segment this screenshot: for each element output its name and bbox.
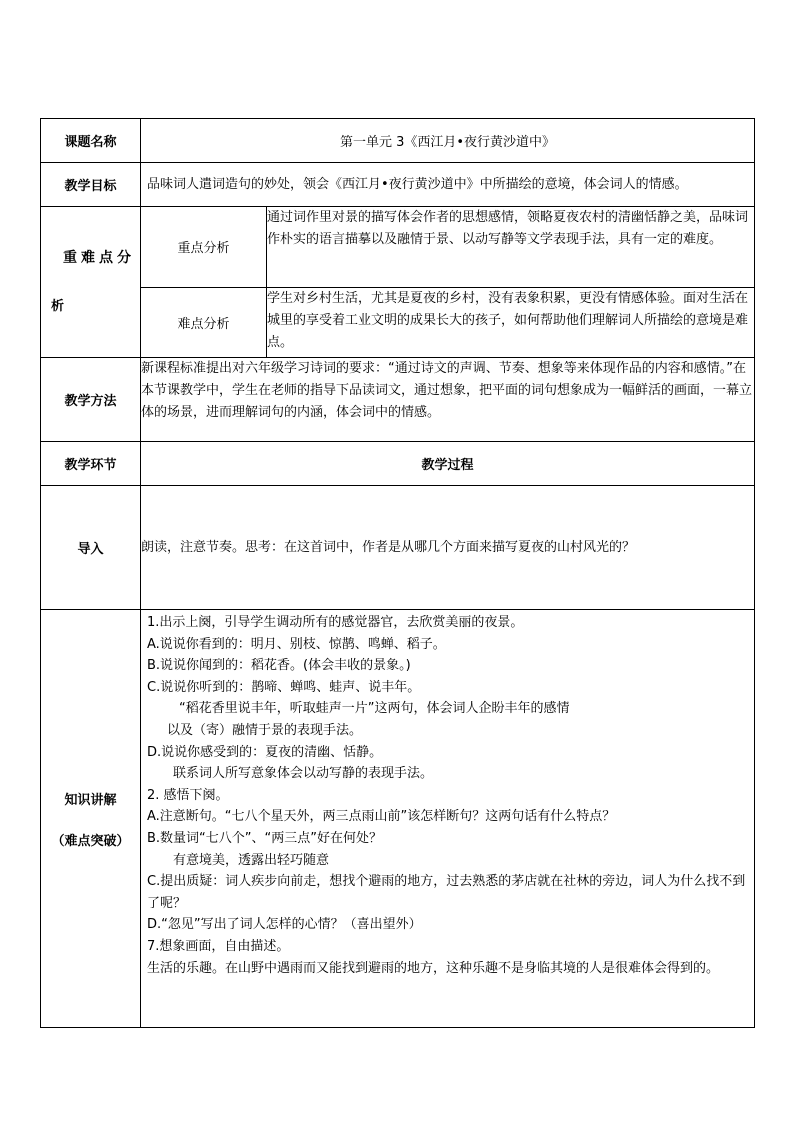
knowledge-line: B.数量词“七八个”、“两三点”好在何处？	[147, 830, 382, 846]
knowledge-line: C.说说你听到的：鹊啼、蝉鸣、蛙声、说丰年。	[147, 679, 421, 695]
knowledge-line: B.说说你闻到的：稻花香。(体会丰收的景象。)	[147, 658, 411, 674]
key-point-row	[41, 207, 755, 288]
hard-text: 学生对乡村生活，尤其是夏夜的乡村，没有表象积累，更没有情感体验。面对生活在城里的享受着工业文明的成果长大的孩子，如何帮助他们理解词人所描绘的意境是难点。	[267, 287, 755, 357]
knowledge-line: D.“忽见”写出了词人怎样的心情？（喜出望外）	[147, 917, 422, 933]
knowledge-line: 有意境美，透露出轻巧随意	[173, 852, 330, 868]
knowledge-line: A.注意断句。“七八个星天外，两三点雨山前”该怎样断句？这两句话有什么特点？	[147, 809, 616, 825]
intro-text: 朗读，注意节奏。思考：在这首词中，作者是从哪几个方面来描写夏夜的山村风光的？	[141, 486, 755, 610]
difficulty-label-cell	[41, 207, 141, 358]
goal-label: 教学目标	[41, 163, 141, 207]
method-row	[41, 358, 755, 442]
difficulty-label-line2: 析	[51, 299, 65, 314]
knowledge-line: C.提出质疑：词人疾步向前走，想找个避雨的地方，过去熟悉的茅店就在社林的旁边，词人为什么找不到了呢？	[147, 874, 746, 911]
process-label: 教学过程	[141, 442, 755, 486]
goal-text: 品味词人遣词造句的妙处，领会《西江月•夜行黄沙道中》中所描绘的意境，体会词人的情感。	[141, 163, 755, 207]
stage-label: 教学环节	[41, 442, 141, 486]
knowledge-content	[141, 610, 755, 1028]
knowledge-line: 联系词人所写意象体会以动写静的表现手法。	[173, 766, 434, 782]
knowledge-line: 1.出示上阕，引导学生调动所有的感觉器官，去欣赏美丽的夜景。	[147, 615, 524, 630]
knowledge-line: 2. 感悟下阕。	[147, 787, 229, 803]
title-row	[41, 119, 755, 163]
hard-point-row	[41, 287, 755, 357]
knowledge-line: 7.想象画面，自由描述。	[147, 938, 290, 954]
knowledge-label-cell	[41, 610, 141, 1028]
title-label: 课题名称	[41, 119, 141, 163]
title-value: 第一单元 3《西江月•夜行黄沙道中》	[141, 119, 755, 163]
intro-label: 导入	[41, 486, 141, 610]
knowledge-label-line1: 知识讲解	[64, 792, 117, 808]
knowledge-line: 生活的乐趣。在山野中遇雨而又能找到避雨的地方，这种乐趣不是身临其境的人是很难体会得到的。	[147, 960, 720, 976]
goal-row	[41, 163, 755, 207]
knowledge-row	[41, 610, 755, 1028]
key-label: 重点分析	[141, 207, 267, 288]
hard-label: 难点分析	[141, 287, 267, 357]
process-header-row	[41, 442, 755, 486]
method-label: 教学方法	[41, 358, 141, 442]
knowledge-line: A.说说你看到的：明月、别枝、惊鹊、鸣蝉、稻子。	[147, 636, 446, 652]
key-text: 通过词作里对景的描写体会作者的思想感情，领略夏夜农村的清幽恬静之美，品味词作朴实的语言描摹以及融情于景、以动写静等文学表现手法，具有一定的难度。	[267, 207, 755, 288]
knowledge-label-line2: （难点突破）	[51, 833, 130, 849]
method-text: 新课程标准提出对六年级学习诗词的要求：“通过诗文的声调、节奏、想象等来体现作品的内容和感情。”在本节课教学中，学生在老师的指导下品读词文，通过想象，把平面的词句想象成为一幅鲜活的画面，一幕立体的场景，进而理解词句的内涵，体会词中的情感。	[141, 358, 755, 442]
difficulty-label-line1: 重难点分	[63, 250, 135, 266]
knowledge-line: D.说说你感受到的：夏夜的清幽、恬静。	[147, 744, 383, 760]
intro-row	[41, 486, 755, 610]
knowledge-line: “稻花香里说丰年，听取蛙声一片”这两句，体会词人企盼丰年的感情	[179, 701, 570, 717]
knowledge-line: 以及（寄）融情于景的表现手法。	[167, 722, 363, 738]
lesson-plan-table	[40, 118, 755, 1028]
